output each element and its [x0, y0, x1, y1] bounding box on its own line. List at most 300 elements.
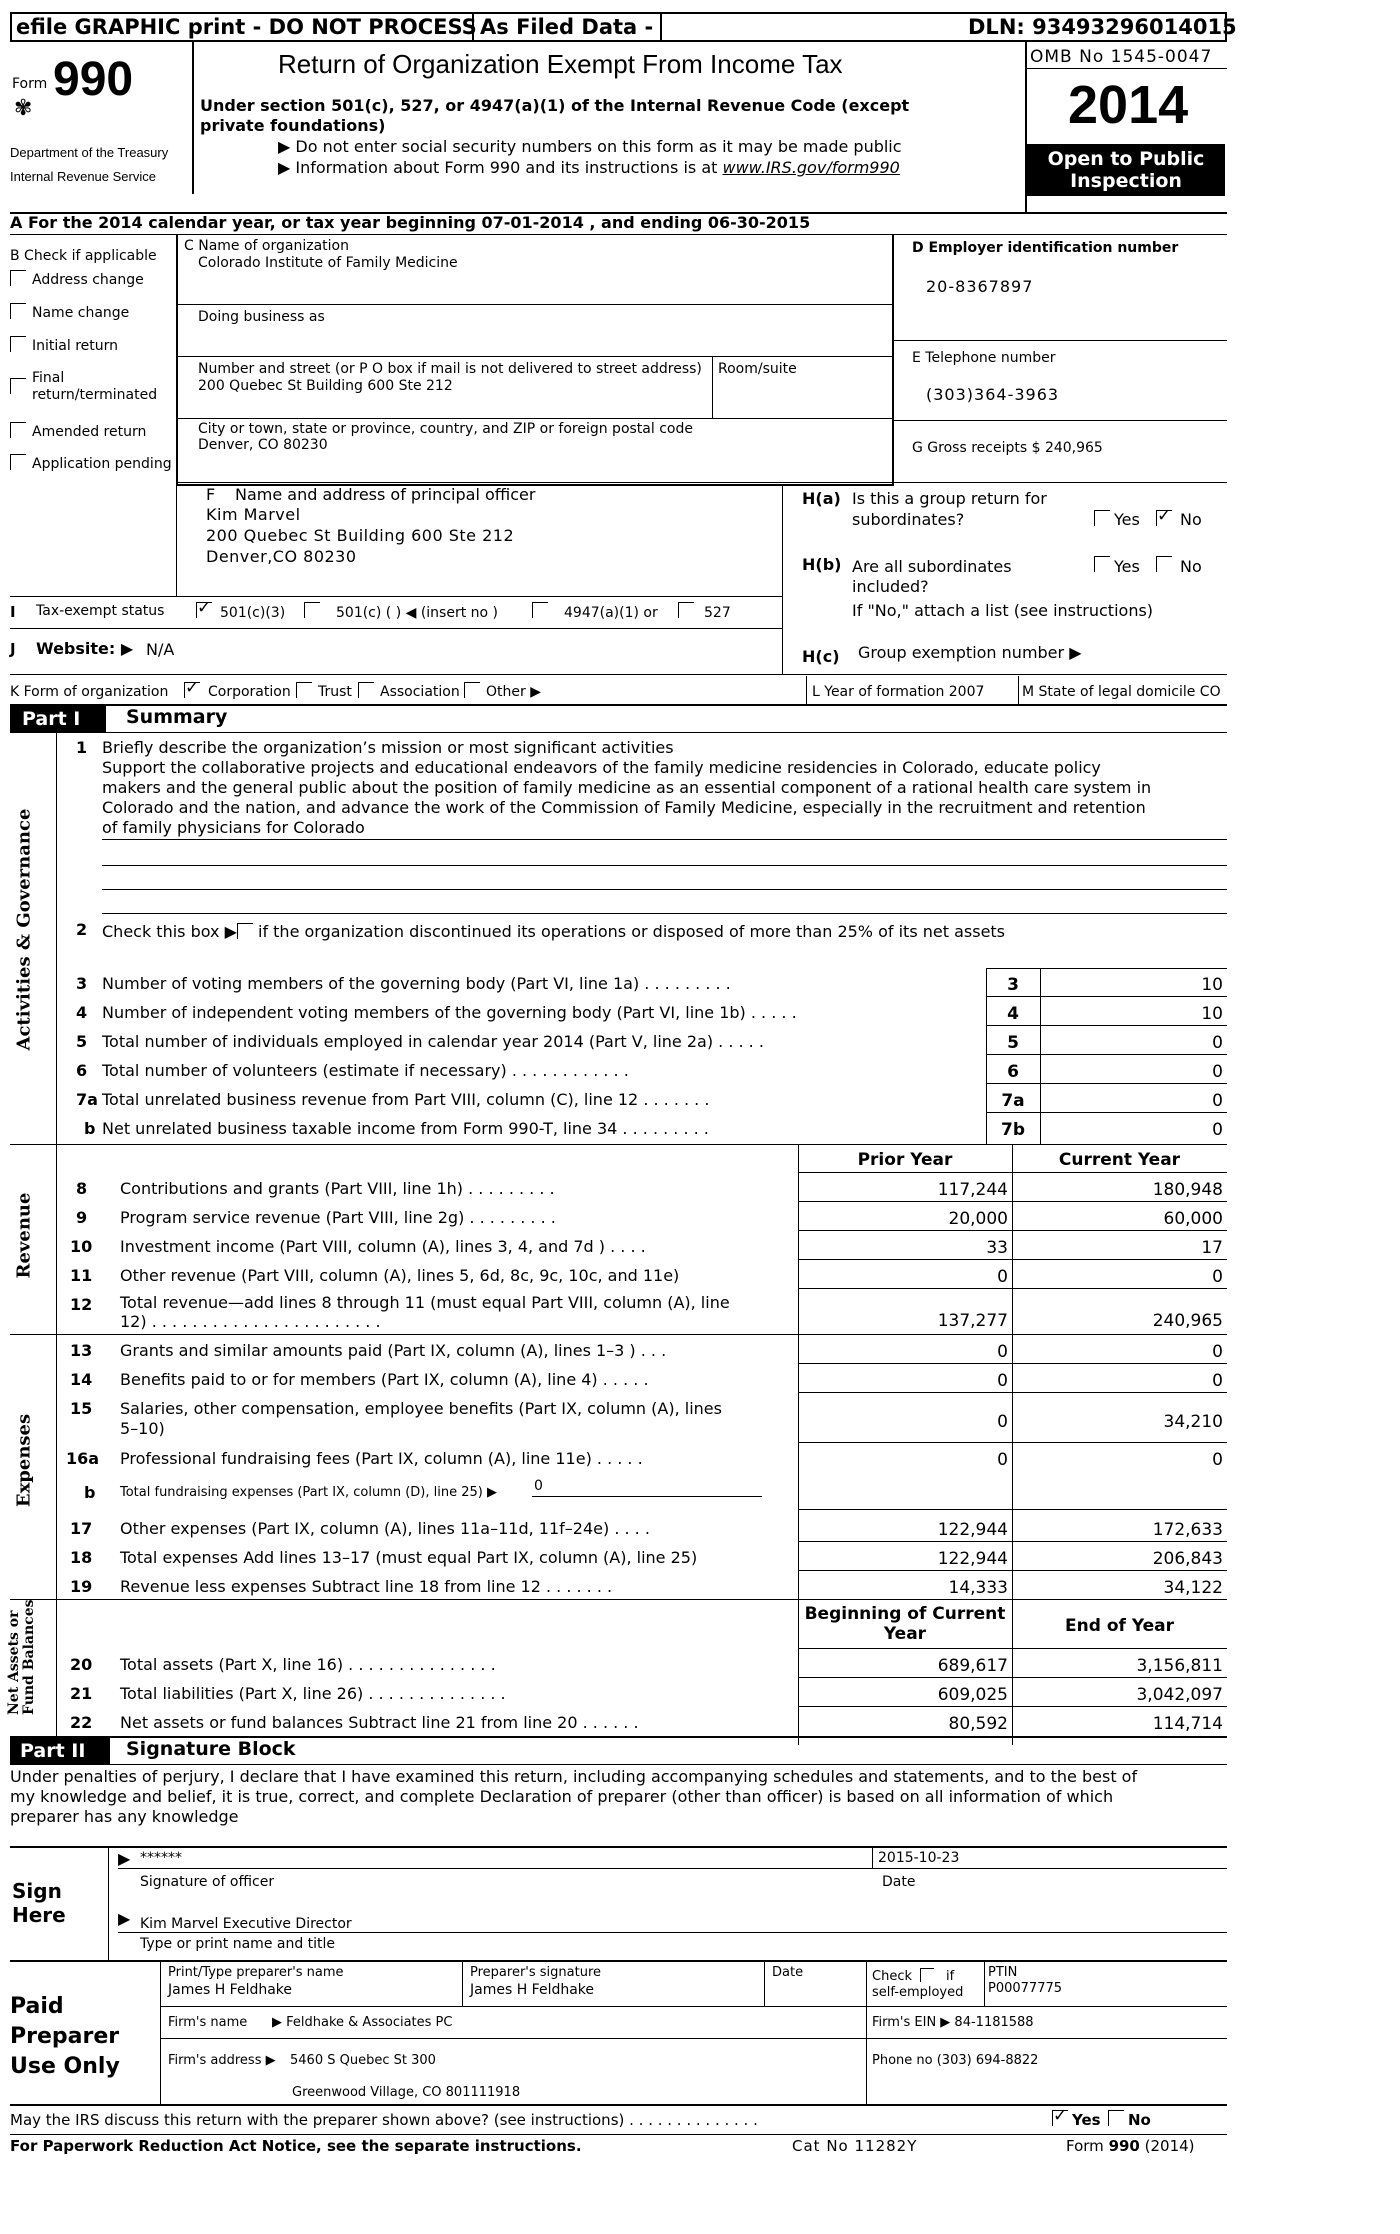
self-employed-checkbox[interactable]	[920, 1968, 934, 1982]
signature-officer-label: Signature of officer	[140, 1874, 275, 1890]
ha-label: H(a)	[802, 489, 841, 508]
side-expenses: Expenses	[13, 1413, 35, 1508]
ein-value: 20-8367897	[926, 277, 1034, 296]
line7a-value: 0	[1212, 1091, 1223, 1111]
city-value: Denver, CO 80230	[198, 437, 328, 453]
terminated-label: return/terminated	[32, 387, 158, 403]
prep-div4	[984, 1962, 985, 2006]
sig-date-divider	[872, 1848, 873, 1868]
check-label: Check	[872, 1969, 912, 1984]
line9-current: 60,000	[1163, 1209, 1223, 1229]
ein-label: D Employer identification number	[912, 240, 1179, 256]
501c-checkbox[interactable]	[304, 602, 320, 618]
name-change-checkbox[interactable]	[10, 303, 26, 319]
line22-boy: 80,592	[948, 1714, 1008, 1734]
preparer-signature[interactable]: James H Feldhake	[470, 1982, 595, 1998]
dba-label: Doing business as	[198, 309, 325, 325]
hb-yes-checkbox[interactable]	[1094, 556, 1110, 572]
prep-div5	[866, 2006, 867, 2104]
sign-divider	[108, 1846, 109, 1962]
eoy-header: End of Year	[1065, 1616, 1174, 1636]
line8-number: 8	[76, 1179, 88, 1198]
street-line	[176, 418, 892, 419]
footer-rule	[10, 2134, 1227, 2135]
line20-eoy: 3,156,811	[1136, 1656, 1223, 1676]
line14-text: Benefits paid to or for members (Part IX, column (A), line 4) . . . . .	[120, 1370, 649, 1389]
line17-prior: 122,944	[937, 1520, 1008, 1540]
officer-address: 200 Quebec St Building 600 Ste 212	[206, 526, 515, 545]
top-border	[10, 12, 1227, 14]
phone-value: (303)364-3963	[926, 385, 1060, 404]
preparer-divider	[160, 1962, 161, 2104]
line3-text: Number of voting members of the governing body (Part VI, line 1a) . . . . . . . . .	[102, 974, 731, 993]
other-checkbox[interactable]	[464, 682, 480, 698]
irs-label: Internal Revenue Service	[10, 169, 156, 184]
name-title-label: Type or print name and title	[140, 1936, 336, 1952]
line1-label: Briefly describe the organization’s mission or most significant activities	[102, 738, 674, 757]
net-header-rule	[798, 1648, 1227, 1649]
501c3-label: 501(c)(3)	[220, 605, 286, 621]
officer-city: Denver,CO 80230	[206, 547, 357, 566]
line11-current: 0	[1212, 1267, 1223, 1287]
line8-text: Contributions and grants (Part VIII, line 1h) . . . . . . . . .	[120, 1179, 555, 1198]
sign-bottom	[10, 1960, 1227, 1962]
part2-title-bottom	[10, 1764, 1227, 1765]
association-label: Association	[380, 684, 460, 700]
line10-rule	[798, 1259, 1227, 1260]
dept-treasury: Department of the Treasury	[10, 145, 169, 160]
website-label: Website: ▶	[36, 639, 134, 658]
self-employed-label: self-employed	[872, 1985, 964, 2000]
discuss-no-label: No	[1128, 2111, 1151, 2129]
line21-eoy: 3,042,097	[1136, 1685, 1223, 1705]
use-only-label: Use Only	[10, 2054, 120, 2079]
irs-link[interactable]: www.IRS.gov/form990	[722, 158, 900, 177]
penalty-line-2: my knowledge and belief, it is true, correct, and complete Declaration of preparer (other than officer) is based on all information of which	[10, 1787, 1114, 1806]
line-k-label: K Form of organization	[10, 684, 169, 700]
part1-side-divider	[56, 732, 57, 1746]
discuss-question: May the IRS discuss this return with the preparer shown above? (see instructions) . . . . . . . . . . . . . .	[10, 2111, 758, 2129]
discuss-yes-label: Yes	[1072, 2111, 1101, 2129]
side-revenue: Revenue	[13, 1192, 35, 1279]
line9-prior: 20,000	[948, 1209, 1008, 1229]
line14-prior: 0	[997, 1371, 1008, 1391]
line16b-text: Total fundraising expenses (Part IX, column (D), line 25) ▶	[120, 1485, 497, 1500]
line5-box: 5	[1007, 1033, 1019, 1053]
line4-text: Number of independent voting members of the governing body (Part VI, line 1b) . . . . .	[102, 1003, 797, 1022]
mission-rule-4	[102, 913, 1227, 914]
line16a-text: Professional fundraising fees (Part IX, column (A), line 11e) . . . . .	[120, 1449, 643, 1468]
line13-current: 0	[1212, 1342, 1223, 1362]
line15-current: 34,210	[1163, 1412, 1223, 1432]
header-div-left	[192, 42, 194, 194]
address-change-label: Address change	[32, 272, 144, 288]
hb-no-checkbox[interactable]	[1156, 556, 1172, 572]
form-word: Form	[12, 76, 48, 92]
eagle-icon: ✾	[14, 96, 33, 121]
hb-text2: included?	[852, 577, 929, 596]
street-value: 200 Quebec St Building 600 Ste 212	[198, 378, 453, 394]
line12-number: 12	[70, 1295, 93, 1314]
f-left-line	[176, 484, 177, 596]
phone-label: E Telephone number	[912, 350, 1056, 366]
address-change-checkbox[interactable]	[10, 270, 26, 286]
line7a-rule	[986, 1112, 1227, 1113]
application-pending-checkbox[interactable]	[10, 454, 26, 470]
line10-text: Investment income (Part VIII, column (A), lines 3, 4, and 7d ) . . . .	[120, 1237, 646, 1256]
line18-number: 18	[70, 1548, 93, 1567]
dln: DLN: 93493296014015	[968, 15, 1237, 39]
application-pending-label: Application pending	[32, 456, 172, 472]
ptin-value: P00077775	[988, 1981, 1063, 1996]
line7a-number: 7a	[76, 1090, 98, 1109]
cat-number: Cat No 11282Y	[792, 2137, 918, 2155]
line11-number: 11	[70, 1266, 93, 1285]
boy-header	[798, 1604, 1012, 1644]
boy-header-line1: Beginning of Current	[804, 1604, 1006, 1624]
name-change-label: Name change	[32, 305, 130, 321]
line13-rule	[798, 1363, 1227, 1364]
line13-text: Grants and similar amounts paid (Part IX, column (A), lines 1–3 ) . . .	[120, 1341, 667, 1360]
line21-boy: 609,025	[937, 1685, 1008, 1705]
line10-prior: 33	[986, 1238, 1008, 1258]
line5-value: 0	[1212, 1033, 1223, 1053]
mission-line-2: makers and the general public about the position of family medicine as an essential component of a rational health care system in	[102, 778, 1152, 797]
ha-text1: Is this a group return for	[852, 489, 1047, 508]
section-de-bottom	[176, 482, 1227, 483]
date-label: Date	[882, 1874, 916, 1890]
tax-year: 2014	[1068, 75, 1189, 135]
line16a-current: 0	[1212, 1450, 1223, 1470]
form-footer-number: 990	[1108, 2137, 1140, 2155]
side-net-assets-line1: Net Assets or	[6, 1610, 22, 1715]
line15-text1: Salaries, other compensation, employee benefits (Part IX, column (A), lines	[120, 1399, 722, 1418]
line18-text: Total expenses Add lines 13–17 (must equal Part IX, column (A), line 25)	[120, 1548, 698, 1567]
firm-name-label: Firm's name	[168, 2015, 248, 2030]
gov-box-top	[986, 968, 1227, 969]
final-return-checkbox[interactable]	[10, 378, 26, 394]
discuss-yes-check-icon: ✓	[1053, 2106, 1068, 2126]
association-checkbox[interactable]	[358, 682, 374, 698]
527-checkbox[interactable]	[678, 602, 694, 618]
sign-label: Sign	[12, 1879, 62, 1903]
form-footer-word: Form	[1066, 2137, 1109, 2155]
hb-label: H(b)	[802, 555, 842, 574]
room-label: Room/suite	[718, 361, 797, 377]
line3-box: 3	[1007, 975, 1019, 995]
line2-text	[102, 921, 1005, 941]
line9-number: 9	[76, 1208, 88, 1227]
part1-title: Summary	[126, 706, 228, 728]
preparer-label: Preparer	[10, 2024, 120, 2049]
firm-ein: Firm's EIN ▶ 84-1181588	[872, 2015, 1034, 2030]
hb-yes-label: Yes	[1114, 557, 1140, 576]
open-line1: Open to Public	[1047, 148, 1205, 170]
form-footer-year: (2014)	[1139, 2137, 1195, 2155]
501c3-check-icon: ✓	[197, 598, 212, 618]
line10-number: 10	[70, 1237, 93, 1256]
form-footer	[1066, 2138, 1195, 2155]
info-note	[278, 159, 900, 177]
line6-value: 0	[1212, 1062, 1223, 1082]
line3-rule	[986, 996, 1227, 997]
state-domicile: M State of legal domicile CO	[1022, 684, 1221, 700]
line4-value: 10	[1201, 1004, 1223, 1024]
final-label: Final	[32, 370, 65, 386]
efile-label: efile GRAPHIC print - DO NOT PROCESS	[16, 15, 477, 39]
line18-rule	[798, 1570, 1227, 1571]
omb-number: OMB No 1545-0047	[1030, 47, 1213, 67]
preparer-sig-label: Preparer's signature	[470, 1965, 602, 1980]
paid-label: Paid	[10, 1994, 64, 2019]
corporation-check-icon: ✓	[185, 678, 200, 698]
line7b-text: Net unrelated business taxable income from Form 990-T, line 34 . . . . . . . . .	[102, 1119, 709, 1138]
other-label: Other ▶	[486, 684, 541, 700]
penalty-line-3: preparer has any knowledge	[10, 1807, 239, 1826]
preparer-date-label: Date	[772, 1965, 804, 1980]
street-label: Number and street (or P O box if mail is not delivered to street address)	[198, 361, 702, 377]
line6-rule	[986, 1083, 1227, 1084]
line-i-bottom	[10, 628, 782, 629]
line7b-value: 0	[1212, 1120, 1223, 1140]
principal-officer-label: Name and address of principal officer	[235, 485, 536, 504]
side-net-assets	[6, 1599, 37, 1715]
line19-current: 34,122	[1163, 1578, 1223, 1598]
line-j-bottom	[10, 674, 1227, 675]
hc-text: Group exemption number ▶	[858, 643, 1082, 662]
line7a-box: 7a	[1001, 1091, 1025, 1111]
line19-prior: 14,333	[948, 1578, 1008, 1598]
line9-rule	[798, 1230, 1227, 1231]
line5-text: Total number of individuals employed in calendar year 2014 (Part V, line 2a) . . . . .	[102, 1032, 764, 1051]
corporation-label: Corporation	[208, 684, 291, 700]
preparer-name: James H Feldhake	[168, 1982, 293, 1998]
line11-rule	[798, 1288, 1227, 1289]
line16a-prior: 0	[997, 1450, 1008, 1470]
line18-prior: 122,944	[937, 1549, 1008, 1569]
ein-line	[894, 340, 1227, 341]
line16b-number: b	[84, 1483, 96, 1502]
line14-number: 14	[70, 1370, 93, 1389]
top-bar-left	[10, 12, 12, 42]
527-label: 527	[704, 605, 731, 621]
officer-signature[interactable]: ******	[140, 1850, 182, 1866]
city-label: City or town, state or province, country, and ZIP or foreign postal code	[198, 421, 693, 437]
line-a: A For the 2014 calendar year, or tax year beginning 07-01-2014 , and ending 06-30-2015	[10, 213, 811, 232]
kl-divider	[806, 676, 807, 704]
as-filed-label: As Filed Data -	[480, 15, 654, 39]
line14-rule	[798, 1392, 1227, 1393]
amended-return-label: Amended return	[32, 424, 147, 440]
line20-rule	[798, 1677, 1227, 1678]
line6-text: Total number of volunteers (estimate if necessary) . . . . . . . . . . . .	[102, 1061, 629, 1080]
line9-text: Program service revenue (Part VIII, line 2g) . . . . . . . . .	[120, 1208, 556, 1227]
tax-exempt-label: Tax-exempt status	[36, 603, 165, 619]
line6-number: 6	[76, 1061, 88, 1080]
firm-city: Greenwood Village, CO 801111918	[292, 2085, 521, 2100]
part1-tag: Part I	[10, 706, 106, 732]
part1-title-bottom	[10, 732, 1227, 733]
amended-return-checkbox[interactable]	[10, 422, 26, 438]
line5-rule	[986, 1054, 1227, 1055]
line22-number: 22	[70, 1713, 93, 1732]
trust-label: Trust	[318, 684, 352, 700]
omb-line	[1025, 68, 1227, 69]
hb-text1: Are all subordinates	[852, 557, 1012, 576]
line6-box: 6	[1007, 1062, 1019, 1082]
line5-number: 5	[76, 1032, 88, 1051]
section-c-right	[892, 234, 894, 486]
line4-rule	[986, 1025, 1227, 1026]
phone-line	[894, 420, 1227, 421]
ha-yes-checkbox[interactable]	[1094, 510, 1110, 526]
here-label: Here	[12, 1903, 66, 1927]
hc-label: H(c)	[802, 647, 840, 666]
mission-line-1: Support the collaborative projects and educational endeavors of the family medicine residencies in Colorado, educate policy	[102, 758, 1101, 777]
firm-name: ▶ Feldhake & Associates PC	[272, 2015, 453, 2030]
name-arrow-icon: ▶	[118, 1909, 131, 1928]
ha-text2: subordinates?	[852, 510, 965, 529]
website-value: N/A	[146, 640, 175, 659]
line7b-number: b	[84, 1119, 96, 1138]
fh-divider	[782, 484, 783, 674]
line-i-top	[10, 596, 782, 597]
line15-number: 15	[70, 1399, 93, 1418]
line10-current: 17	[1201, 1238, 1223, 1258]
section-c-left	[176, 234, 178, 486]
mission-rule-3	[102, 889, 1227, 890]
if-label: if	[946, 1969, 955, 1984]
line8-current: 180,948	[1152, 1180, 1223, 1200]
line17-number: 17	[70, 1519, 93, 1538]
officer-name: Kim Marvel	[206, 505, 301, 524]
signature-line	[118, 1868, 1227, 1869]
mission-line-3: Colorado and the nation, and advance the work of the Commission of Family Medicine, especially in the recruitment and retention	[102, 798, 1146, 817]
line15-text2: 5–10)	[120, 1419, 165, 1438]
line-i-label: I	[10, 603, 16, 621]
line16b-value: 0	[534, 1478, 543, 1494]
line15-prior: 0	[997, 1412, 1008, 1432]
boy-header-line2: Year	[883, 1624, 927, 1644]
ssn-note: ▶ Do not enter social security numbers on this form as it may be made public	[278, 137, 902, 156]
gross-receipts: G Gross receipts $ 240,965	[912, 440, 1103, 456]
line12-prior: 137,277	[937, 1311, 1008, 1331]
trust-checkbox[interactable]	[296, 682, 312, 698]
line15-rule	[798, 1442, 1227, 1443]
gov-bottom	[10, 1144, 1227, 1145]
org-name: Colorado Institute of Family Medicine	[198, 255, 458, 271]
hb-note: If "No," attach a list (see instructions)	[852, 601, 1154, 620]
line2-number: 2	[76, 920, 88, 939]
year-formation: L Year of formation 2007	[812, 684, 985, 700]
initial-return-label: Initial return	[32, 338, 118, 354]
part2-title: Signature Block	[126, 1738, 296, 1760]
initial-return-checkbox[interactable]	[10, 336, 26, 352]
rev-header-rule	[798, 1172, 1227, 1173]
prep-row2-bottom	[160, 2038, 1227, 2039]
line8-rule	[798, 1201, 1227, 1202]
501c-label: 501(c) ( ) ◀ (insert no )	[336, 605, 499, 621]
discuss-no-checkbox[interactable]	[1108, 2110, 1124, 2126]
mission-rule-1	[102, 839, 1227, 840]
line17-current: 172,633	[1152, 1520, 1223, 1540]
info-note-text: ▶ Information about Form 990 and its instructions is at	[278, 158, 723, 177]
section-b-title: B Check if applicable	[10, 248, 157, 264]
4947-checkbox[interactable]	[532, 602, 548, 618]
prep-div2	[764, 1962, 765, 2006]
4947-label: 4947(a)(1) or	[564, 605, 658, 621]
line4-box: 4	[1007, 1004, 1019, 1024]
penalty-line-1: Under penalties of perjury, I declare that I have examined this return, including accompanying schedules and statements, and to the best of	[10, 1767, 1138, 1786]
ha-no-label: No	[1180, 510, 1202, 529]
mission-rule-2	[102, 865, 1227, 866]
line13-prior: 0	[997, 1342, 1008, 1362]
ha-no-check-icon: ✓	[1157, 506, 1172, 526]
line19-number: 19	[70, 1577, 93, 1596]
line16a-number: 16a	[66, 1449, 100, 1468]
top-bar-div2	[660, 12, 662, 42]
line21-rule	[798, 1706, 1227, 1707]
line22-eoy: 114,714	[1152, 1714, 1223, 1734]
room-divider	[712, 356, 713, 418]
line14-current: 0	[1212, 1371, 1223, 1391]
line16b-underline	[532, 1496, 762, 1497]
line19-text: Revenue less expenses Subtract line 18 from line 12 . . . . . . .	[120, 1577, 613, 1596]
side-activities: Activities & Governance	[13, 808, 35, 1051]
firm-phone: Phone no (303) 694-8822	[872, 2053, 1039, 2068]
line20-boy: 689,617	[937, 1656, 1008, 1676]
line2-description: if the organization discontinued its operations or disposed of more than 25% of its net assets	[252, 922, 1006, 941]
prep-div1	[462, 1962, 463, 2006]
line12-text2: 12) . . . . . . . . . . . . . . . . . . . . . . .	[120, 1312, 381, 1331]
line8-prior: 117,244	[937, 1180, 1008, 1200]
open-line2: Inspection	[1070, 170, 1182, 192]
hb-no-label: No	[1180, 557, 1202, 576]
revenue-bottom	[10, 1334, 1227, 1335]
line13-number: 13	[70, 1341, 93, 1360]
paperwork-notice: For Paperwork Reduction Act Notice, see the separate instructions.	[10, 2137, 582, 2155]
sign-top	[10, 1846, 1227, 1848]
ha-yes-label: Yes	[1114, 510, 1140, 529]
line20-number: 20	[70, 1655, 93, 1674]
line2-label: Check this box ▶	[102, 922, 237, 941]
ptin-label: PTIN	[988, 1965, 1018, 1980]
line21-number: 21	[70, 1684, 93, 1703]
officer-name-title: Kim Marvel Executive Director	[140, 1916, 352, 1932]
officer-name-line	[118, 1932, 1227, 1933]
open-to-public-box	[1027, 144, 1225, 196]
f-label: F	[206, 485, 216, 504]
sign-date-value: 2015-10-23	[878, 1850, 960, 1866]
current-year-header: Current Year	[1058, 1150, 1181, 1170]
form-subtitle: Under section 501(c), 527, or 4947(a)(1) of the Internal Revenue Code (except private foundations)	[200, 96, 910, 135]
prior-year-header: Prior Year	[857, 1150, 953, 1170]
preparer-bottom	[10, 2104, 1227, 2106]
form-title: Return of Organization Exempt From Income Tax	[278, 49, 843, 79]
sign-arrow-icon: ▶	[118, 1849, 131, 1868]
line2-checkbox[interactable]	[237, 923, 253, 939]
line3-value: 10	[1201, 975, 1223, 995]
form-number: 990	[53, 53, 134, 106]
line7b-box: 7b	[1001, 1120, 1025, 1140]
line11-prior: 0	[997, 1267, 1008, 1287]
dba-line	[176, 356, 892, 357]
line18-current: 206,843	[1152, 1549, 1223, 1569]
firm-address-label: Firm's address ▶	[168, 2053, 276, 2068]
prep-div3	[866, 1962, 867, 2006]
line17-rule	[798, 1541, 1227, 1542]
org-name-label: C Name of organization	[184, 238, 349, 254]
